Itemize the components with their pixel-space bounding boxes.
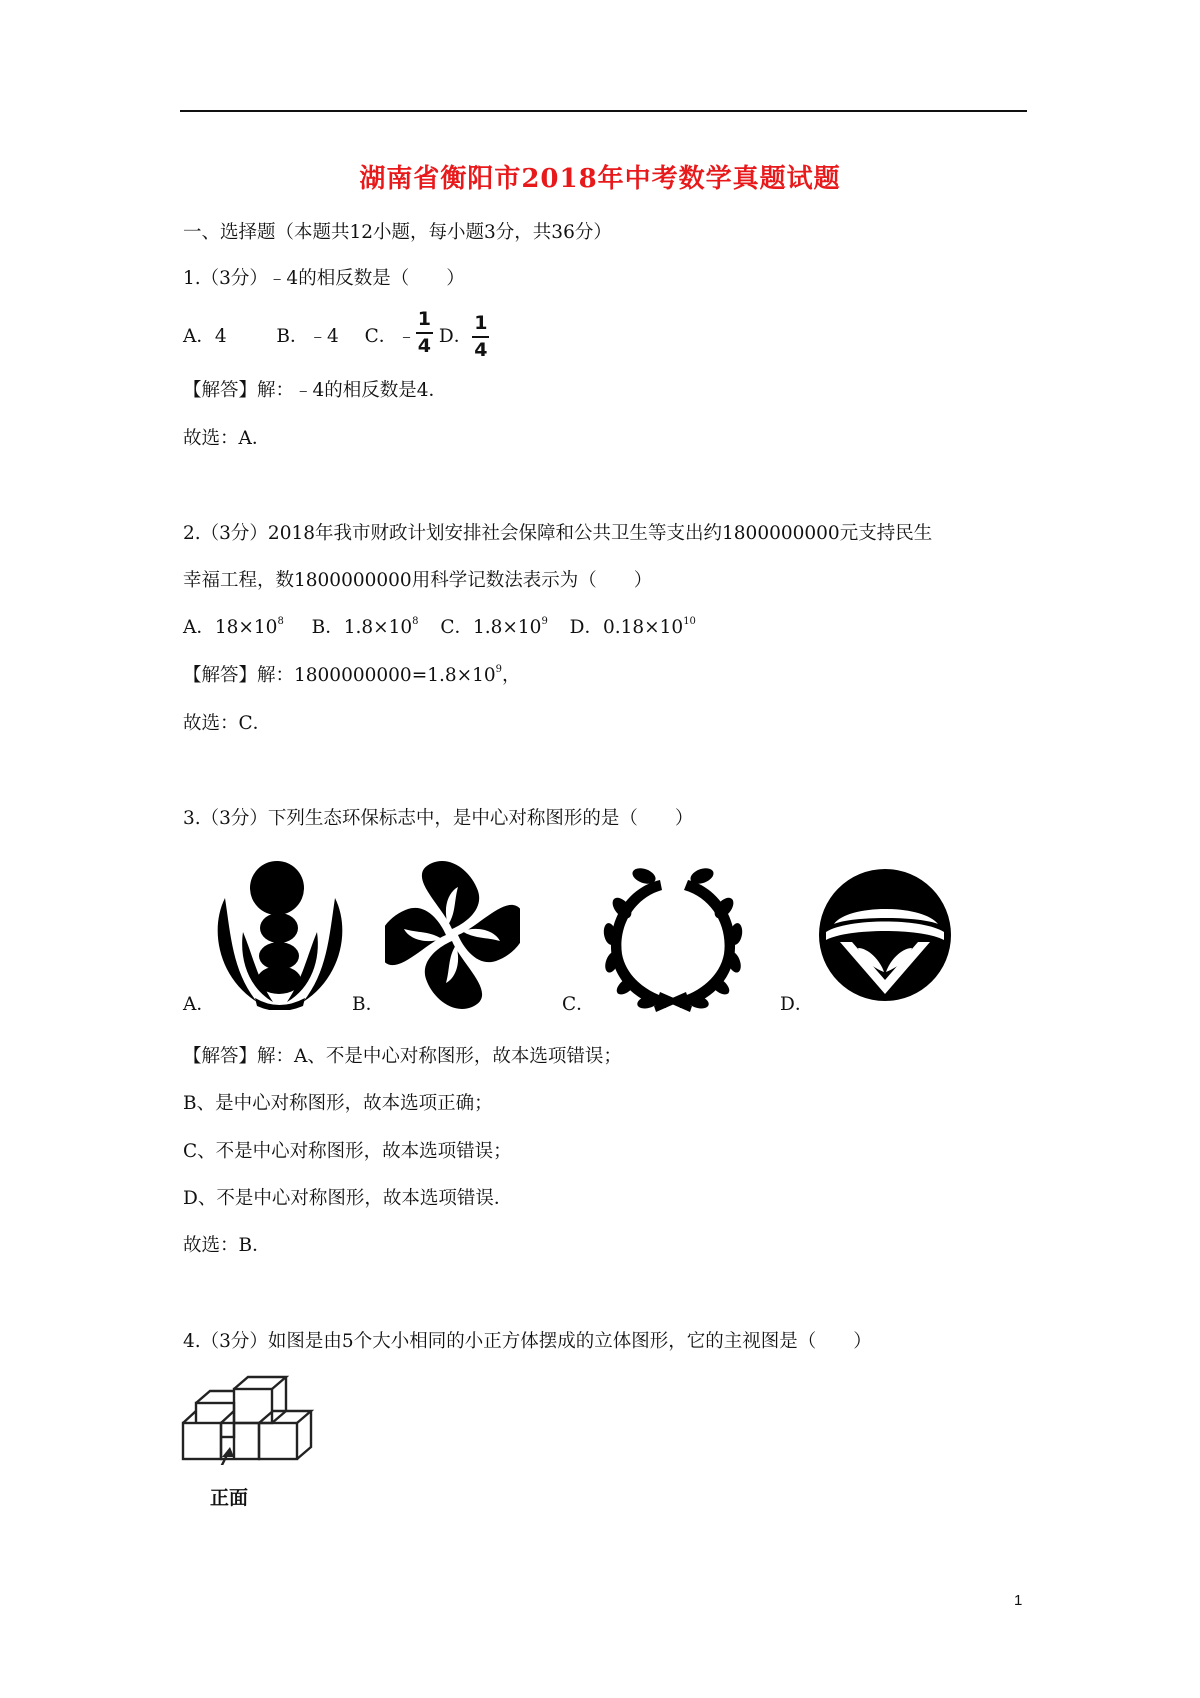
q3-answer-line4: D、不是中心对称图形，故本选项错误． xyxy=(183,1188,513,1209)
circle-v-eco-icon xyxy=(818,868,953,1003)
q1-options xyxy=(183,308,489,364)
q3-label-b: B． xyxy=(352,994,385,1015)
q3-answer-line3: C、不是中心对称图形，故本选项错误； xyxy=(183,1141,512,1162)
q2-option-d: D．$0.18\times 10^{10}$ xyxy=(569,616,696,638)
q3-label-a: A． xyxy=(183,994,215,1015)
q2-options xyxy=(183,616,696,638)
q1-answer: 【解答】解：﹣4的相反数是4． xyxy=(183,380,448,401)
fraction-bar xyxy=(416,332,433,334)
q3-label-c: C． xyxy=(562,994,595,1015)
clover-eco-icon xyxy=(385,855,520,1010)
q1-option-c-numerator: 1 xyxy=(417,308,431,330)
q3-label-d: D． xyxy=(780,994,814,1015)
q1-option-d-prefix: D． xyxy=(438,326,473,347)
lotus-eco-icon xyxy=(215,860,350,1010)
q1-option-c-prefix: C．﹣ xyxy=(364,326,416,347)
q1-stem: 1.（3分）﹣4的相反数是（ ） xyxy=(183,268,465,289)
q3-answer-line1: 【解答】解：A、不是中心对称图形，故本选项错误； xyxy=(183,1046,622,1067)
q2-option-a: A．$18\times 10^8$ xyxy=(183,616,284,638)
fraction-bar xyxy=(472,336,489,338)
q1-option-d-denominator: 4 xyxy=(474,339,488,361)
q2-option-c: C．$1.8\times 10^9$ xyxy=(440,616,548,638)
q1-option-a: A．4 xyxy=(183,326,227,347)
q1-option-c-fraction xyxy=(416,310,433,356)
front-view-label: 正面 xyxy=(210,1487,249,1509)
q3-choice: 故选：B． xyxy=(183,1235,271,1256)
q2-stem-line2: 幸福工程，数1800000000用科学记数法表示为（ ） xyxy=(183,570,653,591)
header-rule xyxy=(180,110,1027,112)
q1-option-b: B．﹣4 xyxy=(276,326,339,347)
section-heading: 一、选择题（本题共12小题，每小题3分，共36分） xyxy=(183,222,612,243)
q2-answer: 【解答】解：$1800000000=1.8\times 10^9$， xyxy=(183,664,521,686)
q2-stem-line1: 2.（3分）2018年我市财政计划安排社会保障和公共卫生等支出约1800000000元支持民生 xyxy=(183,523,933,544)
q2-option-b: B．$1.8\times 10^8$ xyxy=(311,616,419,638)
q3-answer-line2: B、是中心对称图形，故本选项正确； xyxy=(183,1093,493,1114)
cube-stack-figure xyxy=(178,1375,328,1465)
q1-option-c-denominator: 4 xyxy=(417,335,431,357)
wreath-eco-icon xyxy=(598,862,748,1012)
q1-choice: 故选：A． xyxy=(183,428,271,449)
q2-choice: 故选：C． xyxy=(183,713,272,734)
q4-stem: 4.（3分）如图是由5个大小相同的小正方体摆成的立体图形，它的主视图是（ ） xyxy=(183,1331,872,1352)
q1-option-d-fraction xyxy=(472,314,489,360)
page-title: 湖南省衡阳市2018年中考数学真题试题 xyxy=(359,164,841,194)
page-number: 1 xyxy=(1014,1592,1023,1609)
q3-stem: 3.（3分）下列生态环保标志中，是中心对称图形的是（ ） xyxy=(183,808,694,829)
q1-option-d-numerator: 1 xyxy=(474,312,488,334)
